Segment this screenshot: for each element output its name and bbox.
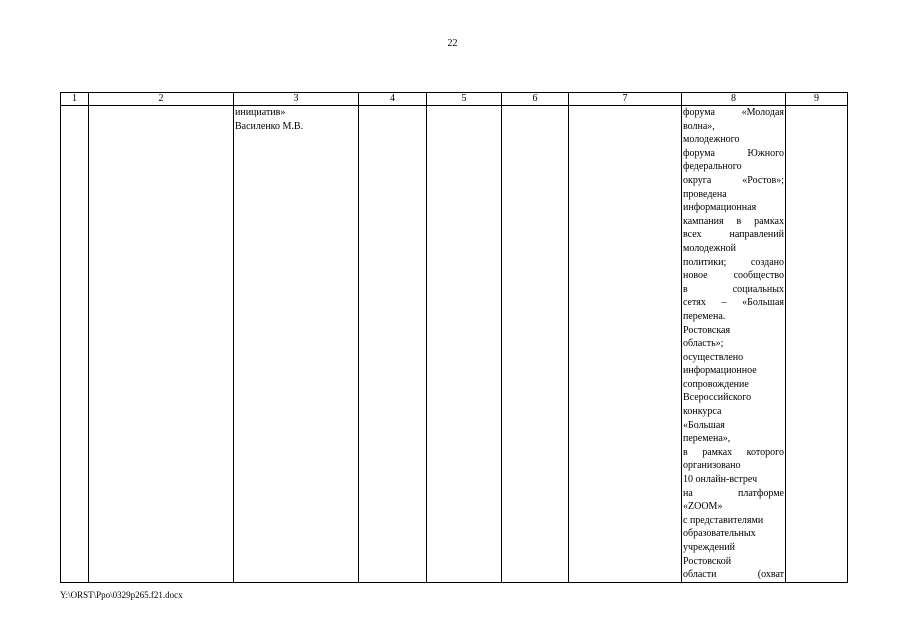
col8-line: сопровождение	[683, 378, 749, 390]
col8-line: Ростовской	[683, 555, 732, 567]
column-header-6: 6	[502, 93, 569, 106]
table-header-row	[61, 93, 848, 106]
col8-line: информационная	[683, 202, 757, 214]
col8-text	[683, 106, 784, 582]
col8-line: в социальных	[683, 283, 784, 295]
col8-line: область»;	[683, 338, 724, 350]
column-header-9: 9	[786, 93, 848, 106]
col8-line: информационное	[683, 365, 757, 377]
column-header-4: 4	[359, 93, 427, 106]
col8-line: осуществлено	[683, 351, 744, 363]
col8-line: перемена.	[683, 310, 726, 322]
col8-line: проведена	[683, 188, 727, 200]
report-table	[60, 92, 848, 583]
page-number: 22	[447, 38, 458, 49]
col8-line: Ростовская	[683, 324, 731, 336]
col8-line: политики; создано	[683, 256, 784, 268]
col8-line: форума «Молодая	[683, 107, 784, 118]
col8-line: «ZOOM»	[683, 501, 723, 513]
col8-line: учреждений	[683, 542, 735, 553]
column-header-8: 8	[682, 93, 786, 106]
col8-line: «Большая	[683, 419, 725, 431]
col8-line: 10 онлайн-встреч	[683, 474, 758, 486]
cell-col9	[786, 106, 848, 583]
col8-line: образовательных	[683, 528, 756, 540]
col8-line: молодежной	[683, 242, 737, 254]
col8-line: округа «Ростов»;	[683, 174, 784, 186]
cell-col3	[234, 106, 359, 583]
col8-line: области (охват	[683, 569, 784, 581]
col8-line: кампания в рамках	[683, 215, 784, 227]
column-header-2: 2	[89, 93, 234, 106]
col8-line: в рамках которого	[683, 446, 784, 458]
col8-line: новое сообщество	[683, 270, 784, 282]
col8-line: федерального	[683, 161, 742, 173]
col8-line: волна»,	[683, 120, 715, 132]
col8-line: Всероссийского	[683, 392, 752, 404]
col8-line: форума Южного	[683, 147, 784, 159]
col8-line: сетях – «Большая	[683, 297, 784, 309]
cell-col8	[682, 106, 786, 583]
col8-line: организовано	[683, 460, 741, 472]
table-row	[61, 106, 848, 583]
footer-file-path: Y:\ORST\Ppo\0329p265.f21.docx	[60, 590, 183, 600]
cell-col2	[89, 106, 234, 583]
col8-line: молодежного	[683, 134, 740, 146]
column-header-1: 1	[61, 93, 89, 106]
col3-line: инициатив»	[235, 107, 286, 118]
col3-line: Василенко М.В.	[235, 120, 304, 132]
cell-col5	[427, 106, 502, 583]
cell-col7	[569, 106, 682, 583]
col8-line: перемена»,	[683, 433, 731, 445]
cell-col1	[61, 106, 89, 583]
cell-col6	[502, 106, 569, 583]
col8-line: с представителями	[683, 514, 764, 526]
cell-col4	[359, 106, 427, 583]
column-header-5: 5	[427, 93, 502, 106]
column-header-7: 7	[569, 93, 682, 106]
col8-line: на платформе	[683, 487, 784, 499]
col8-line: конкурса	[683, 406, 722, 418]
column-header-3: 3	[234, 93, 359, 106]
col8-line: всех направлений	[683, 229, 784, 241]
